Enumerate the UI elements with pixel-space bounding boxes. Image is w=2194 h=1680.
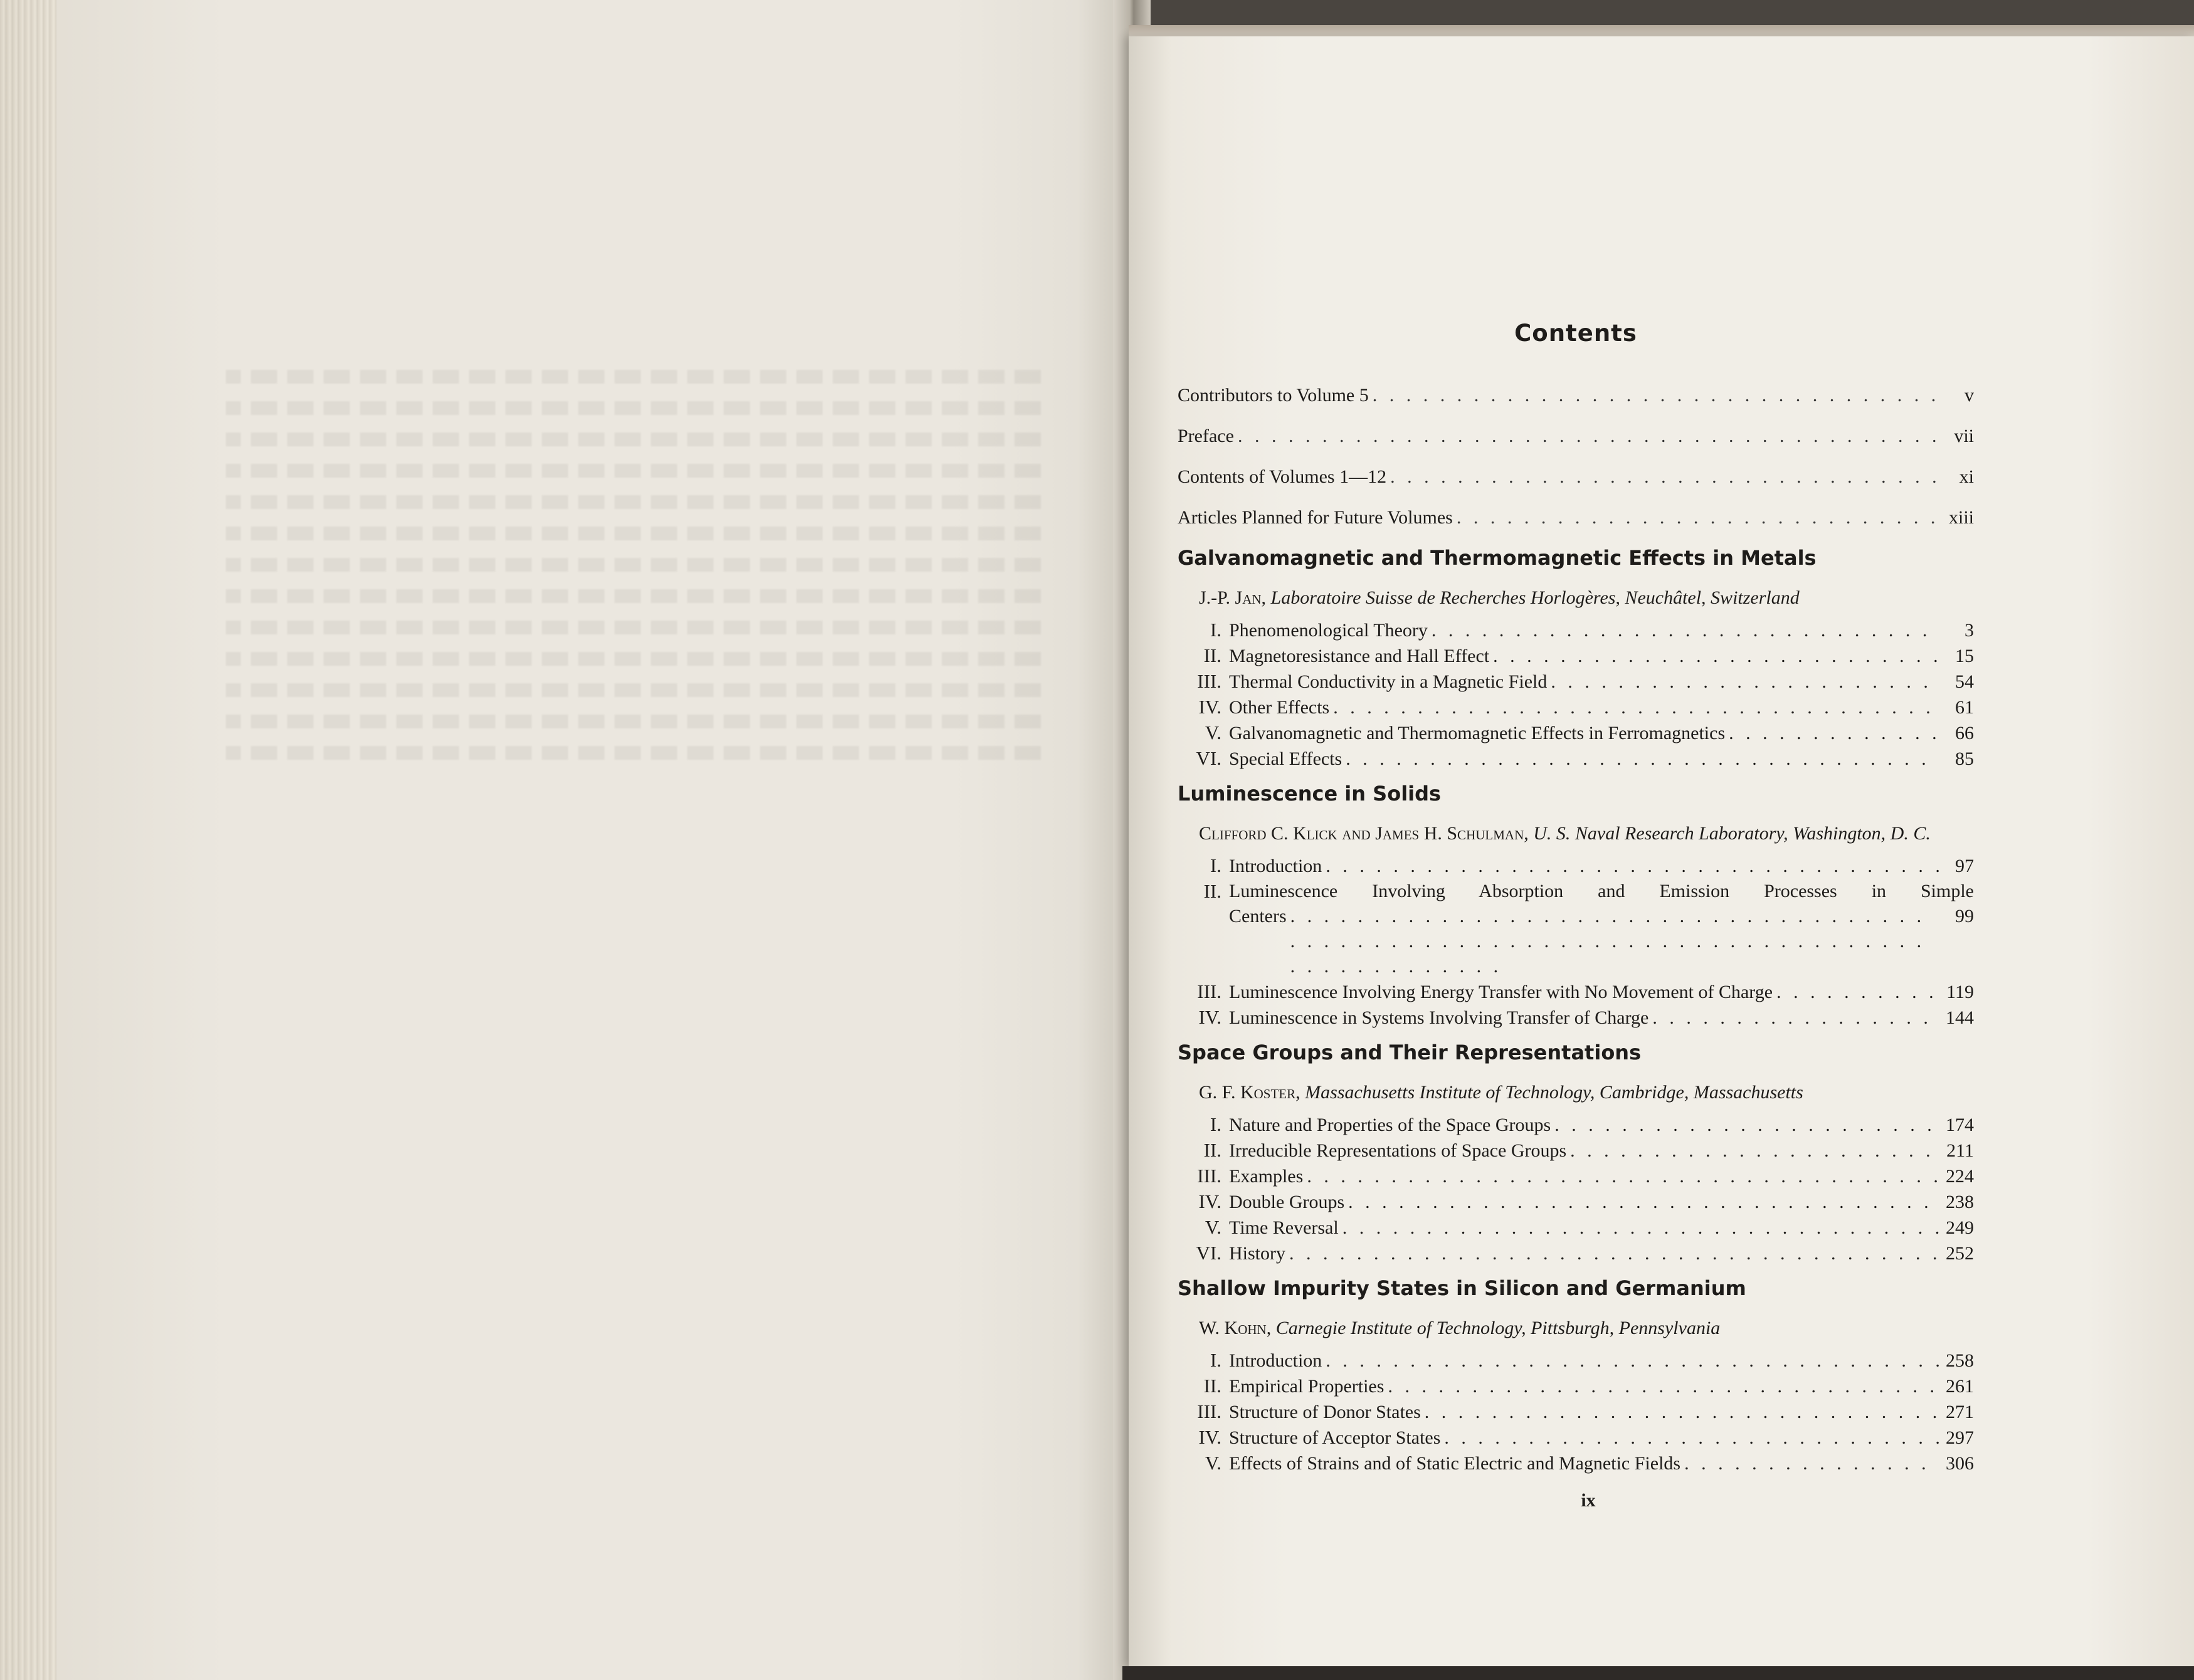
toc-entry-contributors	[1178, 383, 1974, 408]
chapter-page: 261	[1946, 1376, 1974, 1397]
author-affiliation: Carnegie Institute of Technology, Pittsburgh, Pennsylvania	[1275, 1318, 1721, 1338]
chapter-label: Structure of Donor States	[1229, 1402, 1421, 1422]
chapter-page: 249	[1946, 1217, 1974, 1238]
chapter-number: II.	[1203, 880, 1221, 902]
section-author	[1178, 1316, 1974, 1340]
chapter-label-continued	[1229, 904, 1974, 979]
dot-leader	[1238, 424, 1939, 449]
chapter-page: 306	[1946, 1453, 1974, 1474]
chapter-entry	[1178, 1373, 1974, 1399]
chapter-page: 119	[1946, 982, 1974, 1002]
chapter-label: Introduction	[1229, 856, 1322, 876]
chapter-number: IV.	[1198, 1190, 1221, 1212]
chapter-number: V.	[1205, 1216, 1221, 1238]
chapter-entry	[1178, 1138, 1974, 1163]
section-author	[1178, 1081, 1974, 1105]
chapter-label: Double Groups	[1229, 1192, 1345, 1212]
chapter-number: I.	[1210, 1113, 1221, 1135]
chapter-page: 238	[1946, 1192, 1974, 1212]
chapter-entry	[1178, 669, 1974, 695]
chapter-page: 99	[1955, 906, 1974, 927]
toc-entry-articles-planned	[1178, 505, 1974, 530]
dot-leader	[1333, 695, 1939, 720]
chapter-page: 15	[1955, 646, 1974, 666]
chapter-page: 211	[1946, 1140, 1974, 1161]
dot-leader	[1290, 904, 1939, 979]
chapter-number: VI.	[1196, 1242, 1221, 1264]
chapter-page: 271	[1946, 1402, 1974, 1422]
section-title: Galvanomagnetic and Thermomagnetic Effects in Metals	[1178, 546, 1817, 570]
chapter-number: V.	[1205, 722, 1221, 743]
toc-section	[1178, 546, 1974, 772]
chapter-entry	[1178, 643, 1974, 669]
show-through-text	[226, 263, 1041, 1016]
chapter-page: 258	[1946, 1350, 1974, 1371]
chapter-label: Irreducible Representations of Space Groups	[1229, 1140, 1567, 1161]
toc-entry-label: Contributors to Volume 5	[1178, 385, 1369, 406]
chapter-label: Examples	[1229, 1166, 1304, 1187]
toc-entry-label: Preface	[1178, 426, 1234, 446]
chapter-label: Thermal Conductivity in a Magnetic Field	[1229, 671, 1548, 692]
chapter-page: 97	[1955, 856, 1974, 876]
chapter-page: 61	[1955, 697, 1974, 718]
chapter-entry	[1178, 617, 1974, 643]
toc-section	[1178, 782, 1974, 1031]
chapter-label: Effects of Strains and of Static Electric and Magnetic Fields	[1229, 1453, 1681, 1474]
author-affiliation: Laboratoire Suisse de Recherches Horlogères, Neuchâtel, Switzerland	[1270, 587, 1800, 608]
chapter-label: Luminescence Involving Absorption and Emission Processes in Simple	[1229, 881, 1974, 901]
chapter-page: 297	[1946, 1427, 1974, 1448]
section-title: Shallow Impurity States in Silicon and Germanium	[1178, 1276, 1746, 1300]
dot-leader	[1289, 1241, 1939, 1266]
dot-leader	[1425, 1400, 1939, 1425]
chapter-entry	[1178, 1005, 1974, 1031]
chapter-label: History	[1229, 1243, 1285, 1264]
chapter-number: IV.	[1198, 1006, 1221, 1028]
dot-leader	[1348, 1190, 1939, 1215]
toc-entry-page: xiii	[1948, 507, 1974, 528]
toc-entry-preface	[1178, 424, 1974, 449]
author-name: J.-P. Jan,	[1199, 587, 1267, 608]
chapter-entry	[1178, 695, 1974, 720]
chapter-entry	[1178, 1399, 1974, 1425]
dot-leader	[1652, 1005, 1939, 1031]
chapter-number: II.	[1203, 1139, 1221, 1161]
dot-leader	[1729, 721, 1939, 746]
chapter-label: Magnetoresistance and Hall Effect	[1229, 646, 1490, 666]
dot-leader	[1307, 1164, 1939, 1189]
chapter-number: III.	[1197, 1165, 1221, 1187]
chapter-entry	[1178, 1189, 1974, 1215]
author-affiliation: Massachusetts Institute of Technology, Cambridge, Massachusetts	[1305, 1082, 1803, 1103]
toc-entry-page: v	[1965, 385, 1974, 406]
chapter-page: 224	[1946, 1166, 1974, 1187]
chapter-page: 252	[1946, 1243, 1974, 1264]
dot-leader	[1388, 1374, 1939, 1399]
chapter-number: III.	[1197, 1400, 1221, 1422]
dot-leader	[1432, 618, 1939, 643]
chapter-entry	[1178, 879, 1974, 979]
chapter-entry	[1178, 979, 1974, 1005]
dot-leader	[1390, 465, 1939, 490]
section-author	[1178, 822, 1974, 846]
dot-leader	[1776, 980, 1939, 1005]
dot-leader	[1684, 1451, 1939, 1476]
dot-leader	[1554, 1113, 1939, 1138]
chapter-number: II.	[1203, 1375, 1221, 1397]
chapter-entry	[1178, 1451, 1974, 1476]
dot-leader	[1326, 1348, 1939, 1373]
section-title: Luminescence in Solids	[1178, 782, 1442, 806]
author-name: G. F. Koster,	[1199, 1082, 1300, 1103]
chapter-number: III.	[1197, 980, 1221, 1002]
chapter-entry	[1178, 720, 1974, 746]
chapter-label: Nature and Properties of the Space Groups	[1229, 1115, 1551, 1135]
chapter-page: 85	[1955, 748, 1974, 769]
dot-leader	[1444, 1425, 1939, 1451]
chapter-number: VI.	[1196, 747, 1221, 769]
show-through-heading	[226, 263, 1041, 295]
chapter-label: Structure of Acceptor States	[1229, 1427, 1441, 1448]
book-bottom-edge	[1122, 1666, 2194, 1680]
chapter-number: I.	[1210, 1349, 1221, 1371]
dot-leader	[1326, 854, 1939, 879]
chapter-label: Phenomenological Theory	[1229, 620, 1428, 641]
chapter-wrap	[1229, 879, 1974, 979]
chapter-page: 174	[1946, 1115, 1974, 1135]
chapter-number: IV.	[1198, 1426, 1221, 1448]
dot-leader	[1342, 1215, 1939, 1241]
dot-leader	[1551, 669, 1939, 695]
chapter-page: 66	[1955, 723, 1974, 743]
page-stack-edge	[0, 0, 56, 1680]
chapter-page: 54	[1955, 671, 1974, 692]
front-matter-list	[1178, 383, 1974, 530]
chapter-label: Time Reversal	[1229, 1217, 1339, 1238]
chapter-entry	[1178, 853, 1974, 879]
chapter-label: Introduction	[1229, 1350, 1322, 1371]
dot-leader	[1373, 383, 1939, 408]
dot-leader	[1457, 505, 1939, 530]
contents-title: Contents	[1514, 320, 1637, 347]
toc-entry-label: Contents of Volumes 1—12	[1178, 466, 1387, 487]
toc-entry-page: vii	[1954, 426, 1974, 446]
chapter-label: Empirical Properties	[1229, 1376, 1384, 1397]
chapter-entry	[1178, 1163, 1974, 1189]
chapter-number: IV.	[1198, 696, 1221, 718]
section-title: Space Groups and Their Representations	[1178, 1041, 1642, 1064]
chapter-entry	[1178, 1112, 1974, 1138]
chapter-number: III.	[1197, 670, 1221, 692]
chapter-label: Galvanomagnetic and Thermomagnetic Effects in Ferromagnetics	[1229, 723, 1726, 743]
chapter-label: Special Effects	[1229, 748, 1342, 769]
toc-section	[1178, 1276, 1974, 1476]
chapter-entry	[1178, 1425, 1974, 1451]
dot-leader	[1346, 747, 1939, 772]
chapter-entry	[1178, 746, 1974, 772]
author-affiliation: U. S. Naval Research Laboratory, Washington, D. C.	[1533, 823, 1931, 844]
author-name: Clifford C. Klick and James H. Schulman,	[1199, 823, 1529, 844]
section-author	[1178, 586, 1974, 610]
chapter-entry	[1178, 1348, 1974, 1373]
chapter-number: I.	[1210, 619, 1221, 641]
toc-section	[1178, 1041, 1974, 1266]
chapter-label: Luminescence in Systems Involving Transfer of Charge	[1229, 1007, 1649, 1028]
page-number: ix	[1581, 1490, 1596, 1511]
chapter-label-line2: Centers	[1229, 906, 1287, 927]
dot-leader	[1493, 644, 1939, 669]
author-name: W. Kohn,	[1199, 1318, 1272, 1338]
chapter-label: Luminescence Involving Energy Transfer with No Movement of Charge	[1229, 982, 1773, 1002]
toc-entry-page: xi	[1959, 466, 1974, 487]
chapter-number: I.	[1210, 854, 1221, 876]
chapter-page: 3	[1965, 620, 1974, 641]
chapter-label: Other Effects	[1229, 697, 1330, 718]
chapter-number: V.	[1205, 1452, 1221, 1474]
chapter-entry	[1178, 1241, 1974, 1266]
chapter-number: II.	[1203, 644, 1221, 666]
dot-leader	[1570, 1138, 1939, 1163]
toc-entry-contents-volumes	[1178, 465, 1974, 490]
chapter-page: 144	[1946, 1007, 1974, 1028]
toc-entry-label: Articles Planned for Future Volumes	[1178, 507, 1453, 528]
contents-page	[1178, 320, 1974, 1511]
chapter-entry	[1178, 1215, 1974, 1241]
